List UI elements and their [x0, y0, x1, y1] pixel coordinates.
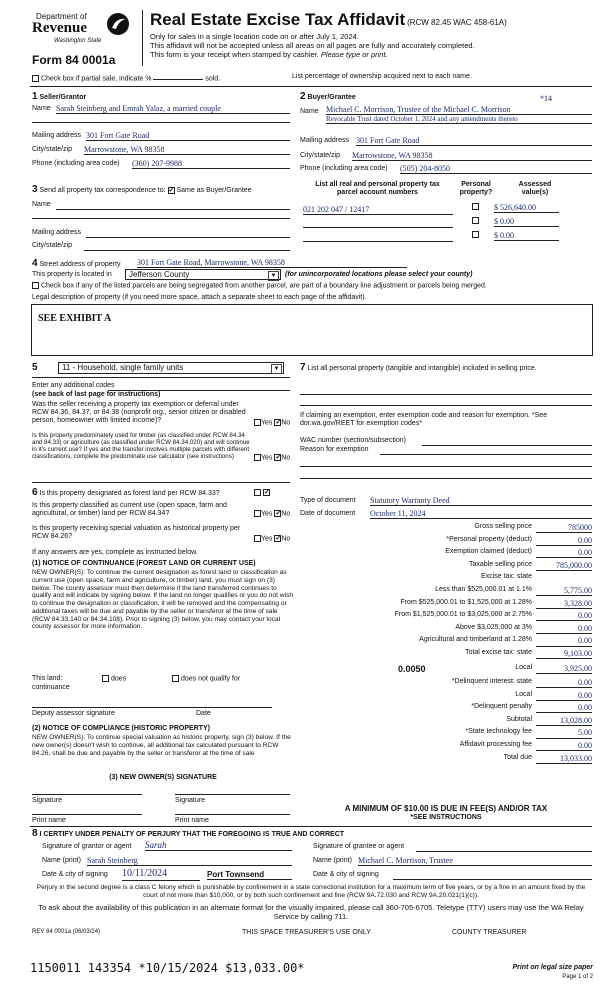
buyer-name-label: Name	[300, 108, 319, 115]
ownership-note: List percentage of ownership acquired next to each name.	[292, 73, 472, 80]
tax2-row	[300, 754, 592, 765]
use-code-value: 11 - Household, single family units	[62, 363, 184, 372]
tax-value[interactable]: 0.00	[536, 611, 592, 621]
partial-sale-label: Check box if partial sale, indicate %	[40, 75, 152, 83]
tax-label: Above $3,025,000 at 3%	[455, 623, 532, 631]
parcel-value-2[interactable]: $ 0.00	[494, 217, 559, 227]
tax2-row	[300, 716, 592, 727]
tax-row	[300, 649, 592, 660]
doc-date-row	[300, 510, 592, 518]
doc-date-label: Date of document	[300, 510, 356, 517]
tax2-value[interactable]: 5.00	[536, 728, 592, 738]
tax-row	[300, 586, 592, 597]
tax-label: From $1,525,000.01 to $3,025,000 at 2.75%	[394, 611, 532, 619]
tax-value[interactable]: 785000	[536, 523, 592, 533]
buyer-city-label: City/state/zip	[300, 152, 341, 159]
tax-row	[300, 611, 592, 622]
section3-title	[32, 184, 292, 196]
logo-swoosh-icon	[106, 12, 130, 36]
notice1-body: NEW OWNER(S): To continue the current designation as forest land or classification as current use (open space, farm and agriculture, or timber) land, you must sign on (3) below. The county assessor must then determine if the land transferred continues to qualify and will indicate by signing below. If the land no longer qualifies or you do not wish to continue the designation or classification, it will be removed and the compensating or additional taxes will be due and payable by the seller or transferor at the time of sale (RCW 84.33.140 or 84.34.108). Prior to signing (3) below, you may contact your local county assessor for more information.	[32, 569, 293, 631]
tax2-value[interactable]: 13,033.00	[536, 754, 592, 764]
parcels-col-header-2: Personal property?	[459, 181, 493, 197]
additional-codes-field[interactable]	[108, 382, 290, 391]
owner-print-name-label-1: Print name	[32, 817, 66, 824]
historic-no-label: No	[281, 535, 291, 543]
forest-question: Is this property designated as forest land per RCW 84.33?	[39, 490, 220, 497]
tax-value[interactable]: 9,103.00	[536, 649, 592, 659]
logo-revenue-text: Revenue	[32, 20, 87, 36]
current-use-yes-checkbox[interactable]	[254, 510, 261, 517]
exemption-claim-note: If claiming an exemption, enter exemption code and reason for exemption. *See dor.wa.gov/REET for exemption codes*	[300, 412, 548, 428]
wac-field[interactable]	[422, 437, 592, 446]
wac-label: WAC number (section/subsection)	[300, 437, 406, 444]
timber-no-label: No	[281, 454, 291, 462]
wac-row	[300, 437, 592, 445]
buyer-name-line1[interactable]: Michael C. Morrison, Trustee of the Michael C. Morrison	[326, 105, 592, 115]
see-instructions-note: *SEE INSTRUCTIONS	[410, 814, 482, 821]
tax-label: Less than $525,000.01 at 1.1%	[435, 586, 532, 593]
buyer-mailing-row	[300, 137, 592, 145]
timber-yes-no	[254, 454, 290, 462]
tax-value[interactable]: 0.00	[536, 536, 592, 546]
legal-desc-text: SEE EXHIBIT A	[38, 313, 112, 324]
section3-text: Send all property tax correspondence to:	[39, 187, 166, 194]
does-label: does	[110, 675, 127, 683]
parcel-value-3[interactable]: $ 0.00	[494, 231, 559, 241]
local-rate: 0.0050	[398, 664, 426, 674]
seller-mailing-row	[32, 132, 290, 140]
tax-value[interactable]: 0.00	[536, 624, 592, 634]
section7-row	[300, 362, 592, 374]
exemption-yes-label: Yes	[261, 419, 273, 427]
header-note-3	[150, 51, 388, 60]
this-land-row	[32, 675, 294, 683]
see-list-note: (see back of last page for instructions)	[32, 391, 161, 398]
buyer-phone-row	[300, 165, 592, 173]
section3-number: 3	[32, 184, 38, 195]
seller-name-label: Name	[32, 105, 51, 112]
accessibility-notice: To ask about the availability of this publication in an alternate format for the visually impaired, please call 360-705-6705. Teletype (TTY) users may use the WA Relay Service by calling 711.	[38, 903, 584, 921]
forest-yes-no	[254, 489, 270, 497]
header-note-2: This affidavit will not be accepted unless all areas on all pages are fully and accurately completed.	[150, 41, 475, 50]
logo-dept-text: Department of	[36, 12, 87, 21]
revision-label: REV 84 0001a (06/03/24)	[32, 929, 101, 935]
grantee-date-row	[313, 871, 592, 879]
section3-city-label: City/state/zip	[32, 242, 73, 249]
perjury-notice: Perjury in the second degree is a class C felony which is punishable by confinement in a state correctional institution for a maximum term of five years, or by a fine in an amount fixed by the court of not more than $10,000, or by both such confinement and fine (RCW 9A.72.030 and RCW 9A.20.021(1)(c)).	[36, 884, 586, 899]
section6-number: 6	[32, 487, 38, 498]
same-as-buyer-label: Same as Buyer/Grantee	[176, 187, 252, 194]
grantor-date-label: Date & city of signing	[42, 871, 108, 878]
parcel-personal-checkbox-2[interactable]	[472, 217, 479, 224]
buyer-section-number: 2	[300, 91, 306, 102]
section3-name-row	[32, 201, 290, 209]
doc-date-field[interactable]: October 11, 2024	[370, 509, 592, 519]
grantee-sig-row	[313, 843, 592, 851]
seller-mailing-field[interactable]: 301 Fort Gate Road	[86, 131, 290, 141]
grantee-signature-field[interactable]	[416, 843, 592, 852]
treasurer-use-label: THIS SPACE TREASURER'S USE ONLY	[242, 929, 371, 936]
buyer-name-line2[interactable]: Revocable Trust dated October 1, 2024 and any amendments thereto	[326, 115, 592, 124]
historic-question: Is this property receiving special valuation as historical property per RCW 84.26?	[32, 525, 241, 541]
tax-row	[300, 561, 592, 572]
tax2-label: *Delinquent interest: state	[451, 678, 532, 685]
seller-phone-field[interactable]: (360) 207-9988	[132, 159, 290, 169]
tax-label: Exemption claimed (deduct)	[445, 548, 532, 556]
page-number: Page 1 of 2	[562, 974, 593, 980]
tax2-value[interactable]: 0.00	[536, 691, 592, 701]
seller-section-number: 1	[32, 91, 38, 102]
buyer-mailing-label: Mailing address	[300, 137, 350, 144]
tax-label: Gross selling price	[474, 523, 532, 530]
section4-number: 4	[32, 258, 38, 269]
legal-desc-box[interactable]	[31, 304, 593, 356]
seller-title	[32, 91, 86, 103]
seller-name-field[interactable]: Sarah Steinberg and Emrah Yalaz, a married couple	[56, 104, 290, 114]
dor-logo	[30, 10, 130, 54]
tax-local-row	[300, 664, 592, 675]
tax-label: Agricultural and timberland at 1.28%	[419, 636, 532, 644]
tax-value[interactable]: 5,775.00	[536, 586, 592, 596]
if-yes-note: If any answers are yes, complete as instructed below.	[32, 549, 198, 556]
notice2-body: NEW OWNER(S): To continue special valuation as historic property, sign (3) below. If the new owner(s) doesn't wish to continue, all additional tax calculated pursuant to RCW 84.26, shall be due and payable by the seller or transferor at the time of sale	[32, 734, 291, 757]
reason-row	[300, 446, 592, 454]
seller-phone-label: Phone (including area code)	[32, 160, 120, 167]
current-use-yes-label: Yes	[261, 510, 273, 518]
current-use-yes-no	[254, 510, 290, 518]
continuance-label: continuance	[32, 684, 70, 691]
tax2-label: *State technology fee	[465, 728, 532, 736]
chevron-down-icon: ▼	[268, 271, 279, 281]
tax-row	[300, 536, 592, 547]
tax-value[interactable]: 785,000.00	[536, 561, 592, 571]
tax2-value[interactable]: 0.00	[536, 741, 592, 751]
same-as-buyer-checkbox[interactable]	[168, 187, 175, 194]
deputy-date-label: Date	[196, 710, 211, 717]
tax-value[interactable]: 3,328.00	[536, 599, 592, 609]
partial-sale-checkbox[interactable]	[32, 75, 39, 82]
section3-mailing-label: Mailing address	[32, 229, 82, 236]
exemption-yes-no	[254, 419, 290, 427]
buyer-name-row	[300, 105, 592, 123]
tax-row	[300, 523, 592, 534]
buyer-mailing-field[interactable]: 301 Fort Gate Road	[356, 136, 592, 146]
chevron-down-icon: ▼	[271, 364, 282, 374]
parcel-personal-checkbox-3[interactable]	[472, 231, 479, 238]
historic-yes-no	[254, 535, 290, 543]
located-label: This property is located in	[32, 271, 112, 278]
parcel-number-1[interactable]: 021 202 047 / 12417	[303, 205, 453, 215]
section5-number: 5	[32, 362, 38, 373]
owner-signature-label-2: Signature	[175, 797, 205, 804]
parcel-value-1[interactable]: $ 526,640.00	[494, 203, 559, 213]
deputy-sig-label: Deputy assessor signature	[32, 710, 115, 717]
this-land-label: This land:	[32, 675, 63, 682]
current-use-no-label: No	[281, 510, 291, 518]
parcel-personal-checkbox-1[interactable]	[472, 203, 479, 210]
partial-sale-sold: sold.	[205, 75, 221, 83]
buyer-title-label: Buyer/Grantee	[307, 94, 356, 101]
does-not-label: does not qualify for	[180, 675, 241, 683]
tax-label: Total excise tax: state	[465, 649, 532, 656]
section3-mailing-row	[32, 229, 290, 237]
tax2-row	[300, 703, 592, 714]
grantor-date-row	[42, 868, 292, 879]
county-select-value: Jefferson County	[129, 270, 190, 279]
tax-label: Taxable selling price	[468, 560, 532, 568]
grantor-signature-field[interactable]: Sarah	[145, 840, 292, 851]
tax-local-label: Local	[515, 664, 532, 671]
tax2-value[interactable]: 0.00	[536, 678, 592, 688]
grantee-name-field[interactable]: Michael C. Morrison, Trustee	[358, 856, 592, 866]
historic-yes-checkbox[interactable]	[254, 535, 261, 542]
exemption-question: Was the seller receiving a property tax exemption or deferral under RCW 84.36, 84.37, or 84.38 (nonprofit org., senior citizen or disabled person, homeowner with limited income)?	[32, 401, 246, 425]
section3-city-row	[32, 242, 290, 250]
tax2-row	[300, 678, 592, 689]
tax2-value[interactable]: 13,028.00	[536, 716, 592, 726]
county-select[interactable]	[125, 269, 281, 280]
timber-yes-label: Yes	[261, 454, 273, 462]
reason-label: Reason for exemption	[300, 446, 369, 453]
seller-phone-row	[32, 160, 290, 168]
parcels-col-header-1: List all real and personal property tax parcel account numbers	[315, 181, 440, 197]
form-number: Form 84 0001a	[32, 53, 116, 67]
section7-number: 7	[300, 362, 306, 373]
grantor-name-field[interactable]: Sarah Steinberg	[87, 856, 292, 866]
grantee-sig-label: Signature of grantee or agent	[313, 843, 405, 850]
seller-title-label: Seller/Grantor	[39, 94, 87, 101]
doc-type-label: Type of document	[300, 497, 356, 504]
tax2-label: Subtotal	[506, 715, 532, 723]
header-note-3a: This form is your receipt when stamped by cashier.	[150, 50, 319, 59]
section3-name-label: Name	[32, 201, 51, 208]
tax2-row	[300, 691, 592, 702]
section8-number: 8	[32, 828, 38, 839]
grantor-name-row	[42, 857, 292, 865]
buyer-city-row	[300, 152, 592, 160]
seller-city-label: City/state/zip	[32, 146, 73, 153]
tax2-value[interactable]: 0.00	[536, 703, 592, 713]
use-code-select[interactable]	[58, 362, 284, 374]
segregated-label: Check box if any of the listed parcels are being segregated from another parcel, are part of a boundary line adjustment or parcels being merged.	[40, 282, 487, 290]
seller-mailing-label: Mailing address	[32, 132, 82, 139]
additional-codes-label: Enter any additional codes	[32, 382, 115, 389]
tax2-row	[300, 728, 592, 739]
seller-name-row	[32, 105, 290, 113]
buyer-title	[300, 91, 356, 103]
grantee-name-row	[313, 857, 592, 865]
certify-text: I CERTIFY UNDER PENALTY OF PERJURY THAT THE FOREGOING IS TRUE AND CORRECT	[39, 831, 345, 838]
legal-desc-label: Legal description of property (if you need more space, attach a separate sheet to each page of the affidavit).	[32, 294, 367, 301]
grantor-sig-row	[42, 840, 292, 851]
does-checkbox[interactable]	[102, 675, 109, 682]
tax-label: Excise tax: state	[481, 573, 532, 581]
timber-yes-checkbox[interactable]	[254, 454, 261, 461]
section3-name-field[interactable]	[56, 201, 290, 210]
grantor-sig-label: Signature of grantor or agent	[42, 843, 132, 850]
tax2-label: Affidavit processing fee	[459, 741, 532, 748]
exemption-no-label: No	[281, 419, 291, 427]
tax-row	[300, 624, 592, 635]
current-use-question: Is this property classified as current use (open space, farm and agricultural, or timber) land per RCW 84.34?	[32, 502, 227, 518]
county-treasurer-label: COUNTY TREASURER	[452, 929, 527, 936]
tax2-label: Total due	[503, 753, 532, 761]
seller-city-row	[32, 146, 290, 154]
seller-city-field[interactable]: Marrowstone, WA 98358	[84, 145, 290, 155]
owner-signature-label-1: Signature	[32, 797, 62, 804]
grantee-date-label: Date & city of signing	[313, 871, 379, 878]
unincorporated-note: (for unincorporated locations please select your county)	[285, 271, 473, 278]
tax-row	[300, 636, 592, 647]
tax2-label: Local	[515, 690, 532, 698]
header-note-1: Only for sales in a single location code on or after July 1, 2024.	[150, 32, 359, 41]
buyer-mark: *14	[540, 94, 552, 103]
street-label: Street address of property	[39, 261, 121, 268]
exemption-yes-checkbox[interactable]	[254, 419, 261, 426]
tax-row	[300, 599, 592, 610]
tax-value[interactable]: 0.00	[536, 636, 592, 646]
tax-label: *Personal property (deduct)	[446, 535, 532, 543]
print-legal-note: Print on legal size paper	[512, 964, 593, 971]
doc-type-field[interactable]: Statutory Warranty Deed	[370, 496, 592, 506]
minimum-note: A MINIMUM OF $10.00 IS DUE IN FEE(S) AND/OR TAX	[344, 804, 548, 813]
form-title: Real Estate Excise Tax Affidavit	[150, 10, 406, 29]
notice2-title: (2) NOTICE OF COMPLIANCE (HISTORIC PROPERTY)	[32, 725, 210, 732]
tax-label: From $525,000.01 to $1,525,000 at 1.28%	[400, 598, 532, 606]
grantee-date-field[interactable]	[393, 871, 592, 880]
tax-value[interactable]: 0.00	[536, 548, 592, 558]
section3-mailing-field[interactable]	[86, 229, 290, 238]
section7-text: List all personal property (tangible and intangible) included in selling price.	[307, 365, 537, 372]
tax-row	[300, 548, 592, 559]
buyer-phone-field[interactable]: (505) 204-8050	[400, 164, 592, 174]
forest-no-checkbox[interactable]	[263, 489, 270, 496]
tax-local-value[interactable]: 3,925.00	[536, 664, 592, 674]
form-title-block	[150, 10, 590, 30]
form-title-ref: (RCW 82.45 WAC 458-61A)	[407, 18, 507, 27]
segregated-row	[32, 282, 592, 290]
partial-sale-row	[32, 75, 220, 83]
does-not-checkbox[interactable]	[172, 675, 179, 682]
parcel-number-2[interactable]	[303, 218, 453, 228]
grantor-name-label: Name (print)	[42, 857, 81, 864]
timber-question: Is this property predominately used for timber (as classified under RCW 84.34 and 84.33) or agriculture (as classified under RCW 84.34.020) and will continue in it's current use? If yes and the transfer involves multiple parcels with different classifications, complete the predominate use calculator (see instructions)	[32, 432, 250, 461]
buyer-phone-label: Phone (including area code)	[300, 165, 388, 172]
forest-yes-checkbox[interactable]	[254, 489, 261, 496]
tax-row	[300, 573, 592, 584]
logo-state-text: Washington State	[54, 38, 102, 44]
historic-yes-label: Yes	[261, 535, 273, 543]
grantee-name-label: Name (print)	[313, 857, 352, 864]
parcels-col-header-3: Assessed value(s)	[518, 181, 552, 197]
parcel-number-3[interactable]	[303, 232, 453, 242]
tax2-row	[300, 741, 592, 752]
grantor-date-field[interactable]: 10/11/2024	[122, 868, 200, 881]
segregated-checkbox[interactable]	[32, 282, 39, 289]
buyer-city-field[interactable]: Marrowstone, WA 98358	[352, 151, 592, 161]
certify-row	[32, 828, 344, 840]
doc-type-row	[300, 497, 592, 505]
tax2-label: *Delinquent penalty	[471, 703, 532, 711]
header-note-3b: Please type or print.	[320, 50, 388, 59]
owner-print-name-label-2: Print name	[175, 817, 209, 824]
section3-city-field[interactable]	[84, 242, 290, 251]
new-owner-sig-title: (3) NEW OWNER(S) SIGNATURE	[109, 774, 217, 781]
reason-field[interactable]	[380, 446, 592, 455]
street-field[interactable]: 301 Fort Gate Road, Marrowstone, WA 98358	[137, 258, 407, 268]
cashier-stamp: 1150011 143354 *10/15/2024 $13,033.00*	[30, 961, 305, 975]
notice1-title: (1) NOTICE OF CONTINUANCE (FOREST LAND OR CURRENT USE)	[32, 560, 256, 567]
grantor-city-field[interactable]: Port Townsend	[207, 870, 292, 880]
